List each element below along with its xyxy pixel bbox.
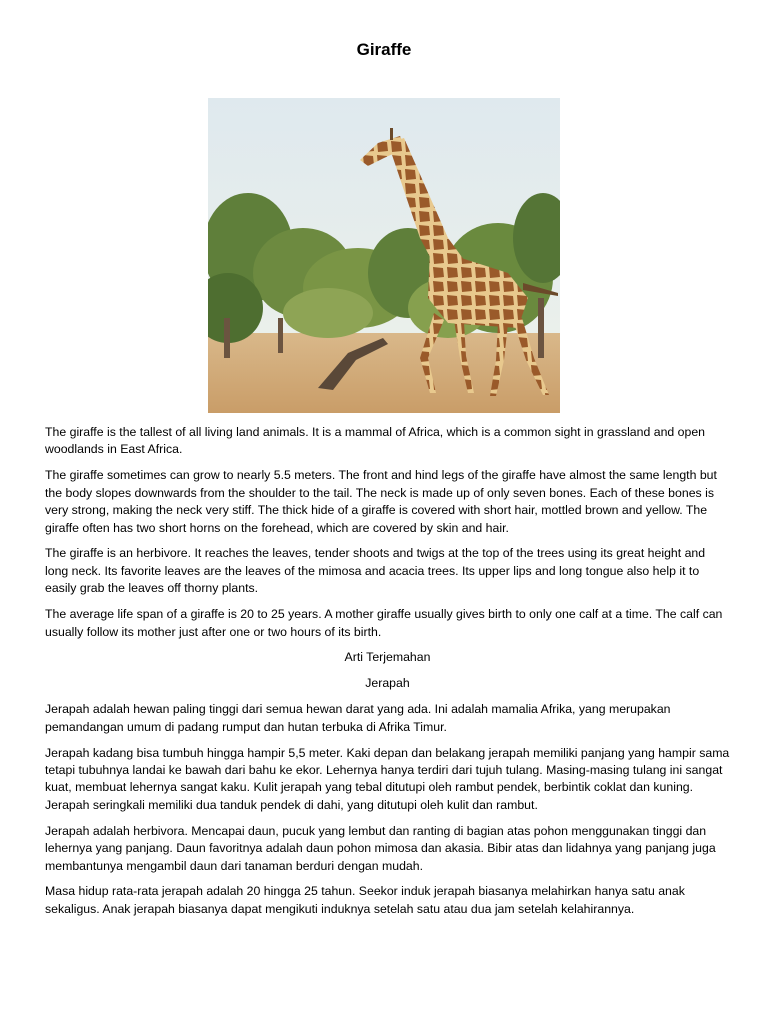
translation-heading: Arti Terjemahan [344, 650, 431, 665]
giraffe-photo [208, 98, 560, 413]
article-body [45, 424, 730, 927]
english-paragraph-3: The giraffe is an herbivore. It reaches the leaves, tender shoots and twigs at the top of the trees using its great height and long neck. Its favorite leaves are the leaves of the mimosa and acacia trees. Its upper lips and long tongue also help it to easily grab the leaves off thorny plants. [45, 546, 706, 596]
english-paragraph-4: The average life span of a giraffe is 20 to 25 years. A mother giraffe usually gives birth to only one calf at a time. The calf can usually follow its mother just after one or two hours of its birth. [45, 607, 723, 639]
indonesian-paragraph-3: Jerapah adalah herbivora. Mencapai daun, pucuk yang lembut dan ranting di bagian atas pohon menggunakan tinggi dan lehernya yang panjang. Daun favoritnya adalah daun pohon mimosa dan akasia. Bibir atas dan lidahnya yang panjang juga membantunya mengambil daun dari tanaman berduri dengan mudah. [45, 823, 716, 873]
indonesian-paragraph-1: Jerapah adalah hewan paling tinggi dari semua hewan darat yang ada. Ini adalah mamalia Afrika, yang merupakan pemandangan umum di padang rumput dan hutan terbuka di Afrika Timur. [45, 702, 671, 734]
english-paragraph-2: The giraffe sometimes can grow to nearly 5.5 meters. The front and hind legs of the giraffe have almost the same length but the body slopes downwards from the shoulder to the tail. The neck is made up of only seven bones. Each of these bones is very strong, making the neck very stiff. The thick hide of a giraffe is covered with short hair, mottled brown and yellow. The giraffe often has two short horns on the forehead, which are covered by skin and hair. [45, 468, 717, 535]
translation-title: Jerapah [365, 676, 410, 691]
indonesian-paragraph-4: Masa hidup rata-rata jerapah adalah 20 hingga 25 tahun. Seekor induk jerapah biasanya melahirkan hanya satu anak sekaligus. Anak jerapah biasanya dapat mengikuti induknya setelah satu atau dua jam setelah kelahirannya. [45, 884, 685, 916]
english-paragraph-1: The giraffe is the tallest of all living land animals. It is a mammal of Africa, which is a common sight in grassland and open woodlands in East Africa. [45, 425, 706, 457]
page-title: Giraffe [356, 40, 412, 59]
indonesian-paragraph-2: Jerapah kadang bisa tumbuh hingga hampir 5,5 meter. Kaki depan dan belakang jerapah memiliki panjang yang hampir sama tetapi tubuhnya landai ke bawah dari bahu ke ekor. Lehernya hanya terdiri dari tujuh tulang. Masing-masing tulang ini sangat kuat, membuat lehernya sangat kaku. Kulit jerapah yang tebal ditutupi oleh rambut pendek, berbintik coklat dan kuning. Jerapah seringkali memiliki dua tanduk pendek di dahi, yang ditutupi oleh kulit dan rambut. [45, 745, 730, 812]
